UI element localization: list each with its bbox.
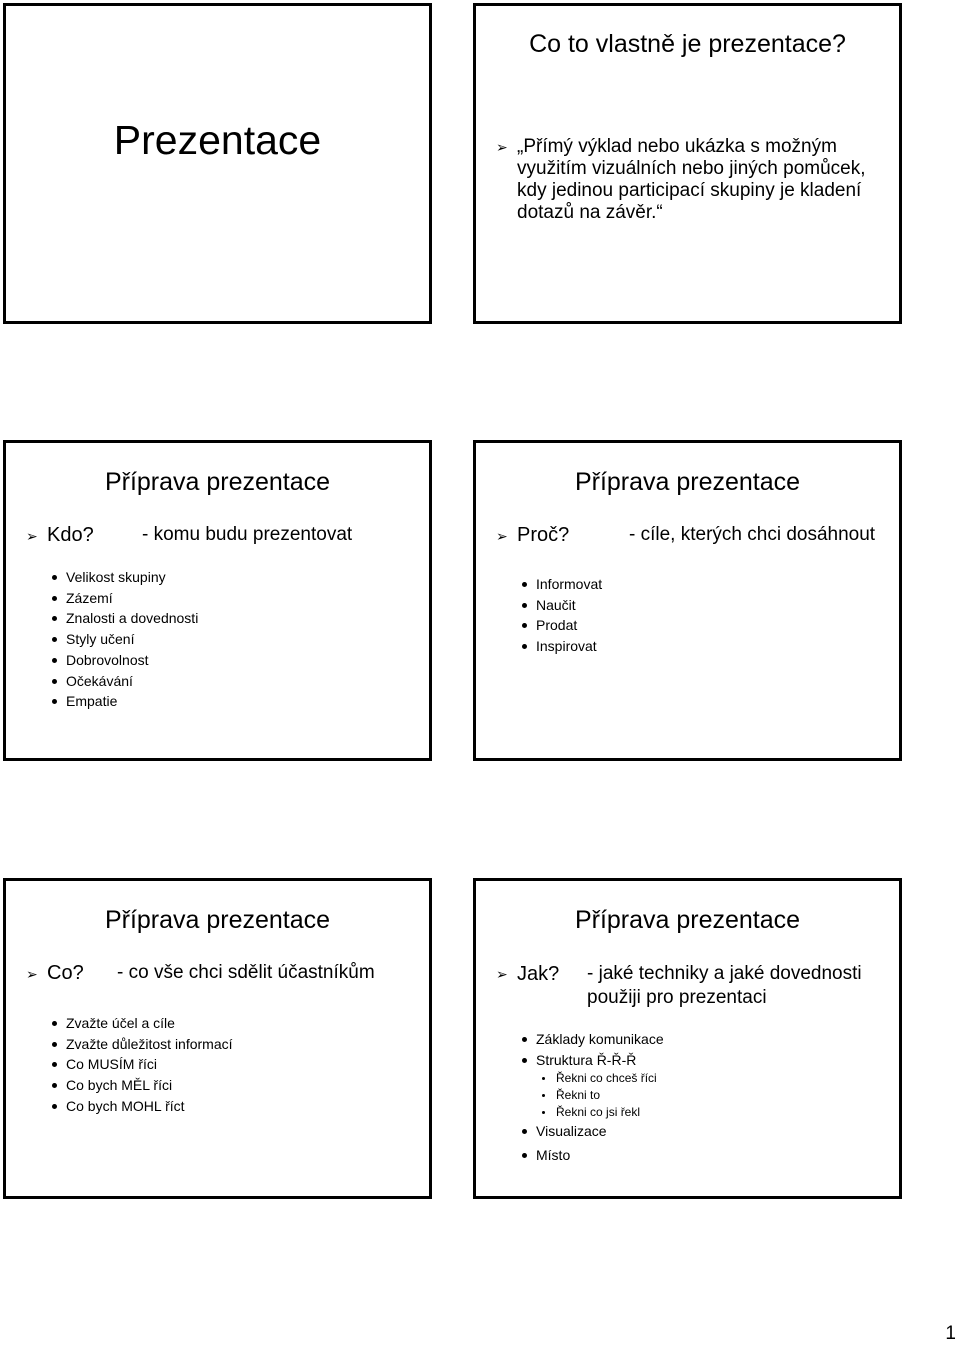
list-item: Inspirovat xyxy=(520,636,602,657)
list-item: Očekávání xyxy=(50,671,198,692)
question-row xyxy=(496,524,889,548)
sub-list-item: Řekni to xyxy=(520,1087,664,1104)
list-item: Prodat xyxy=(520,615,602,636)
bullet-list xyxy=(520,574,602,657)
slide-title: Co to vlastně je prezentace? xyxy=(529,30,846,58)
arrowhead-bullet-icon: ➢ xyxy=(496,528,508,544)
sublist-container xyxy=(520,1070,664,1121)
slide-5 xyxy=(3,878,432,1199)
list-item: Znalosti a dovednosti xyxy=(50,608,198,629)
question-description: - cíle, kterých chci dosáhnout xyxy=(629,524,876,545)
definition-paragraph xyxy=(496,136,884,224)
arrowhead-bullet-icon: ➢ xyxy=(496,966,508,982)
slide-2 xyxy=(473,3,902,324)
list-item: Zázemí xyxy=(50,588,198,609)
slide-title: Příprava prezentace xyxy=(574,906,801,934)
definition-text: „Přímý výklad nebo ukázka s možným využitím vizuálních nebo jiných pomůcek, kdy jedinou participací skupiny je kladení dotazů na závěr.“ xyxy=(517,136,866,223)
slide-title: Příprava prezentace xyxy=(574,468,801,496)
arrowhead-bullet-icon: ➢ xyxy=(26,966,38,982)
arrowhead-bullet-icon: ➢ xyxy=(496,139,508,155)
list-item: Místo xyxy=(520,1145,664,1166)
question-word: Kdo? xyxy=(47,524,94,546)
list-item: Informovat xyxy=(520,574,602,595)
list-item: Struktura Ř-Ř-Ř xyxy=(520,1050,664,1071)
sub-list-item: Řekni co jsi řekl xyxy=(520,1104,664,1121)
list-item: Zvažte účel a cíle xyxy=(50,1013,233,1034)
slide-4 xyxy=(473,440,902,761)
list-item: Co MUSÍM říci xyxy=(50,1054,233,1075)
question-word: Jak? xyxy=(517,963,560,985)
question-row xyxy=(26,524,419,548)
question-word: Co? xyxy=(47,962,84,984)
slide-3 xyxy=(3,440,432,761)
list-item: Naučit xyxy=(520,595,602,616)
list-item: Co bych MĚL říci xyxy=(50,1075,233,1096)
list-item: Dobrovolnost xyxy=(50,650,198,671)
question-description: - jaké techniky a jaké dovednosti použiji pro prezentaci xyxy=(587,963,862,1008)
slide-title: Příprava prezentace xyxy=(104,906,331,934)
slide-title: Prezentace xyxy=(113,117,322,163)
question-description: - co vše chci sdělit účastníkům xyxy=(117,962,375,983)
slide-6 xyxy=(473,878,902,1199)
arrowhead-bullet-icon: ➢ xyxy=(26,528,38,544)
bullet-list xyxy=(520,1029,664,1166)
slide-title: Příprava prezentace xyxy=(104,468,331,496)
list-item: Základy komunikace xyxy=(520,1029,664,1050)
list-item: Zvažte důležitost informací xyxy=(50,1034,233,1055)
bullet-list xyxy=(50,567,198,712)
list-item: Velikost skupiny xyxy=(50,567,198,588)
list-item: Styly učení xyxy=(50,629,198,650)
question-row xyxy=(26,962,419,986)
question-word: Proč? xyxy=(517,524,570,546)
question-description: - komu budu prezentovat xyxy=(142,524,353,545)
bullet-list xyxy=(50,1013,233,1117)
question-row xyxy=(496,962,889,1010)
sub-list-item: Řekni co chceš říci xyxy=(520,1070,664,1087)
list-item: Co bych MOHL říct xyxy=(50,1096,233,1117)
list-item: Visualizace xyxy=(520,1121,664,1142)
sub-bullet-list xyxy=(520,1070,664,1121)
list-item: Empatie xyxy=(50,691,198,712)
slide-1 xyxy=(3,3,432,324)
page-number: 1 xyxy=(945,1323,956,1344)
